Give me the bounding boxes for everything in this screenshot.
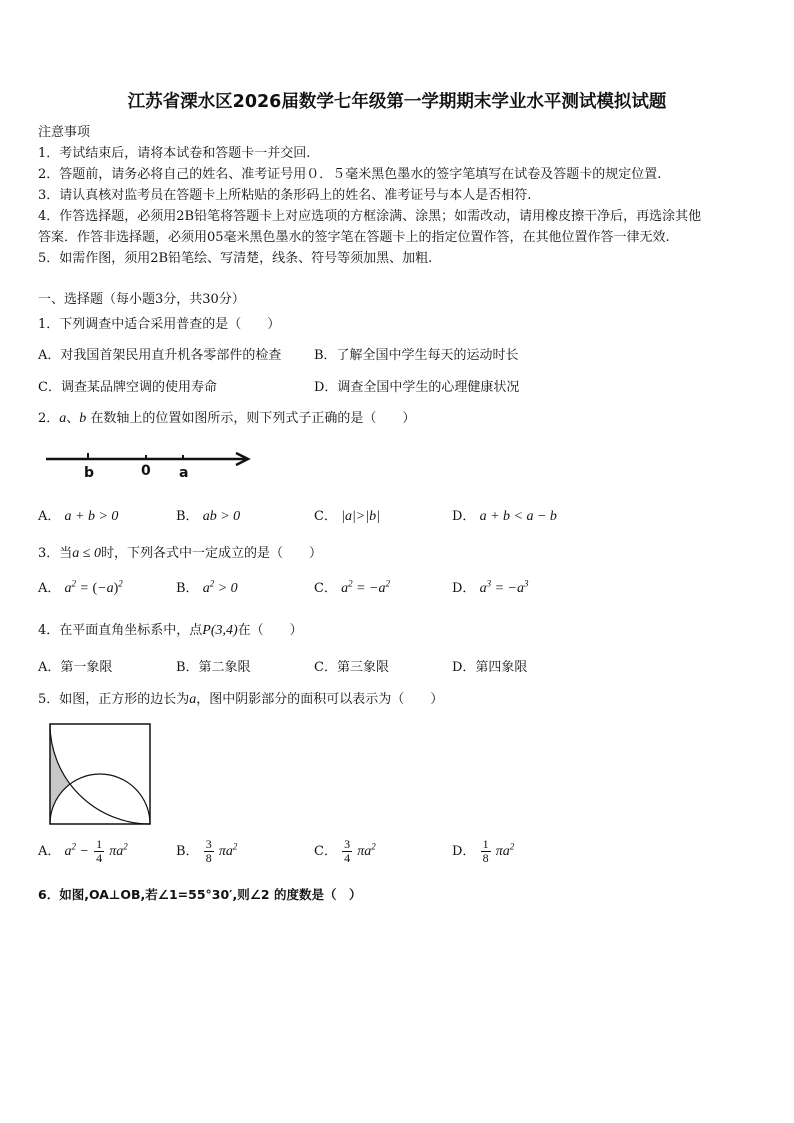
q5-b-den: 8 <box>205 851 212 865</box>
q3-option-d-label: D． <box>452 581 476 596</box>
q5-var: a <box>189 692 197 707</box>
q5-stem <box>38 688 443 708</box>
q1-option-a: A．对我国首架民用直升机各零部件的检查 <box>38 348 282 363</box>
q3-option-b-label: B． <box>176 581 199 596</box>
q4-stem-post: 在（ ） <box>237 623 303 638</box>
notes-item-3: 3．请认真核对监考员在答题卡上所粘贴的条形码上的姓名、准考证号与本人是否相符. <box>38 188 532 203</box>
q2-option-a <box>38 505 118 525</box>
q2-option-b <box>176 505 240 525</box>
q5-c-den: 4 <box>344 851 351 865</box>
q1-option-d: D．调查全国中学生的心理健康状况 <box>314 380 520 395</box>
q4-option-d: D．第四象限 <box>452 660 528 675</box>
q3-option-a-label: A． <box>38 581 61 596</box>
q2-option-d <box>452 505 557 525</box>
q3-option-b: B． $a^2 > 0$ <box>176 578 238 596</box>
q5-d-num: 1 <box>482 837 489 851</box>
q2-option-b-label: B． <box>176 509 199 524</box>
axis-label-0: 0 <box>141 463 151 479</box>
q2-stem-rest: 在数轴上的位置如图所示，则下列式子正确的是（ ） <box>86 411 416 426</box>
q4-stem <box>38 619 303 639</box>
q3-option-c: C． $a^2 = -a^2$ <box>314 578 390 596</box>
q2-stem <box>38 407 415 427</box>
page-title: 江苏省溧水区2026届数学七年级第一学期期末学业水平测试模拟试题 <box>127 92 667 112</box>
axis-label-b: b <box>84 465 95 481</box>
q1-option-b: B．了解全国中学生每天的运动时长 <box>314 348 519 363</box>
q2-option-a-expr: a + b > 0 <box>64 509 119 524</box>
q2-option-c-expr: |a|>|b| <box>341 509 380 524</box>
q5-option-a: A． $a^2$ − $\frac{1}{4}$ $\pi a^2$ <box>38 837 128 865</box>
q5-stem-pre: 5．如图，正方形的边长为 <box>38 692 190 707</box>
q4-point: P(3,4) <box>202 623 238 638</box>
q3-num: 3．当 <box>38 546 73 561</box>
notes-item-4-cont: 答案．作答非选择题，必须用05毫米黑色墨水的签字笔在答题卡上的指定位置作答，在其他位置作答一律无效. <box>38 230 670 245</box>
q3-option-c-label: C． <box>314 581 337 596</box>
q4-stem-pre: 4．在平面直角坐标系中，点 <box>38 623 203 638</box>
q4-option-b: B．第二象限 <box>176 660 251 675</box>
notes-item-4: 4．作答选择题，必须用2B铅笔将答题卡上对应选项的方框涂满、涂黑；如需改动，请用橡皮擦干净后，再选涂其他 <box>38 209 702 224</box>
q2-var-b: b <box>79 411 87 426</box>
q6-stem: 6．如图,OA⊥OB,若∠1=55°30′,则∠2 的度数是（ ） <box>38 887 362 902</box>
q3-condition: a ≤ 0 <box>72 546 101 561</box>
q5-option-b: B． $\frac{3}{8}$ $\pi a^2$ <box>176 837 238 865</box>
q3-option-d: D． $a^3 = -a^3$ <box>452 578 529 596</box>
q5-option-a-label: A． <box>38 844 61 859</box>
q5-option-c: C． $\frac{3}{4}$ $\pi a^2$ <box>314 837 376 865</box>
q2-option-d-expr: a + b < a − b <box>479 509 557 524</box>
q5-stem-post: ，图中阴影部分的面积可以表示为（ ） <box>196 692 444 707</box>
axis-label-a: a <box>179 465 189 481</box>
section-heading: 一、选择题（每小题3分，共30分） <box>38 292 245 307</box>
q5-option-c-label: C． <box>314 844 337 859</box>
notes-item-1: 1．考试结束后，请将本试卷和答题卡一并交回. <box>38 146 311 161</box>
q2-option-c <box>314 505 380 525</box>
q1-option-c: C．调查某品牌空调的使用寿命 <box>38 380 217 395</box>
q5-b-num: 3 <box>205 837 212 851</box>
q5-option-d: D． $\frac{1}{8}$ $\pi a^2$ <box>452 837 515 865</box>
q5-option-d-label: D． <box>452 844 476 859</box>
q2-sep: 、 <box>66 411 80 426</box>
notes-item-2: 2．答题前，请务必将自己的姓名、准考证号用０．５毫米黑色墨水的签字笔填写在试卷及答题卡的规定位置. <box>38 167 662 182</box>
notes-item-5: 5．如需作图，须用2B铅笔绘、写清楚，线条、符号等须加黑、加粗. <box>38 251 433 266</box>
q5-c-num: 3 <box>344 837 351 851</box>
q2-var-a: a <box>59 411 67 426</box>
q5-a-num: 1 <box>96 837 103 851</box>
q1-stem: 1．下列调查中适合采用普查的是（ ） <box>38 317 281 332</box>
q4-option-a: A．第一象限 <box>38 660 113 675</box>
q3-stem-rest: 时，下列各式中一定成立的是（ ） <box>100 546 322 561</box>
q2-option-b-expr: ab > 0 <box>202 509 241 524</box>
number-line-figure <box>40 445 260 485</box>
square-figure <box>49 723 151 825</box>
q3-option-a: A． $a^2 = (-a)^2$ <box>38 578 123 596</box>
q4-option-c: C．第三象限 <box>314 660 389 675</box>
q3-stem <box>38 542 322 562</box>
q5-d-den: 8 <box>482 851 489 865</box>
q2-option-a-label: A． <box>38 509 61 524</box>
q5-option-b-label: B． <box>176 844 199 859</box>
q2-option-d-label: D． <box>452 509 476 524</box>
q2-num: 2． <box>38 411 60 426</box>
notes-heading: 注意事项 <box>38 125 91 140</box>
q2-option-c-label: C． <box>314 509 337 524</box>
q5-a-den: 4 <box>96 851 103 865</box>
